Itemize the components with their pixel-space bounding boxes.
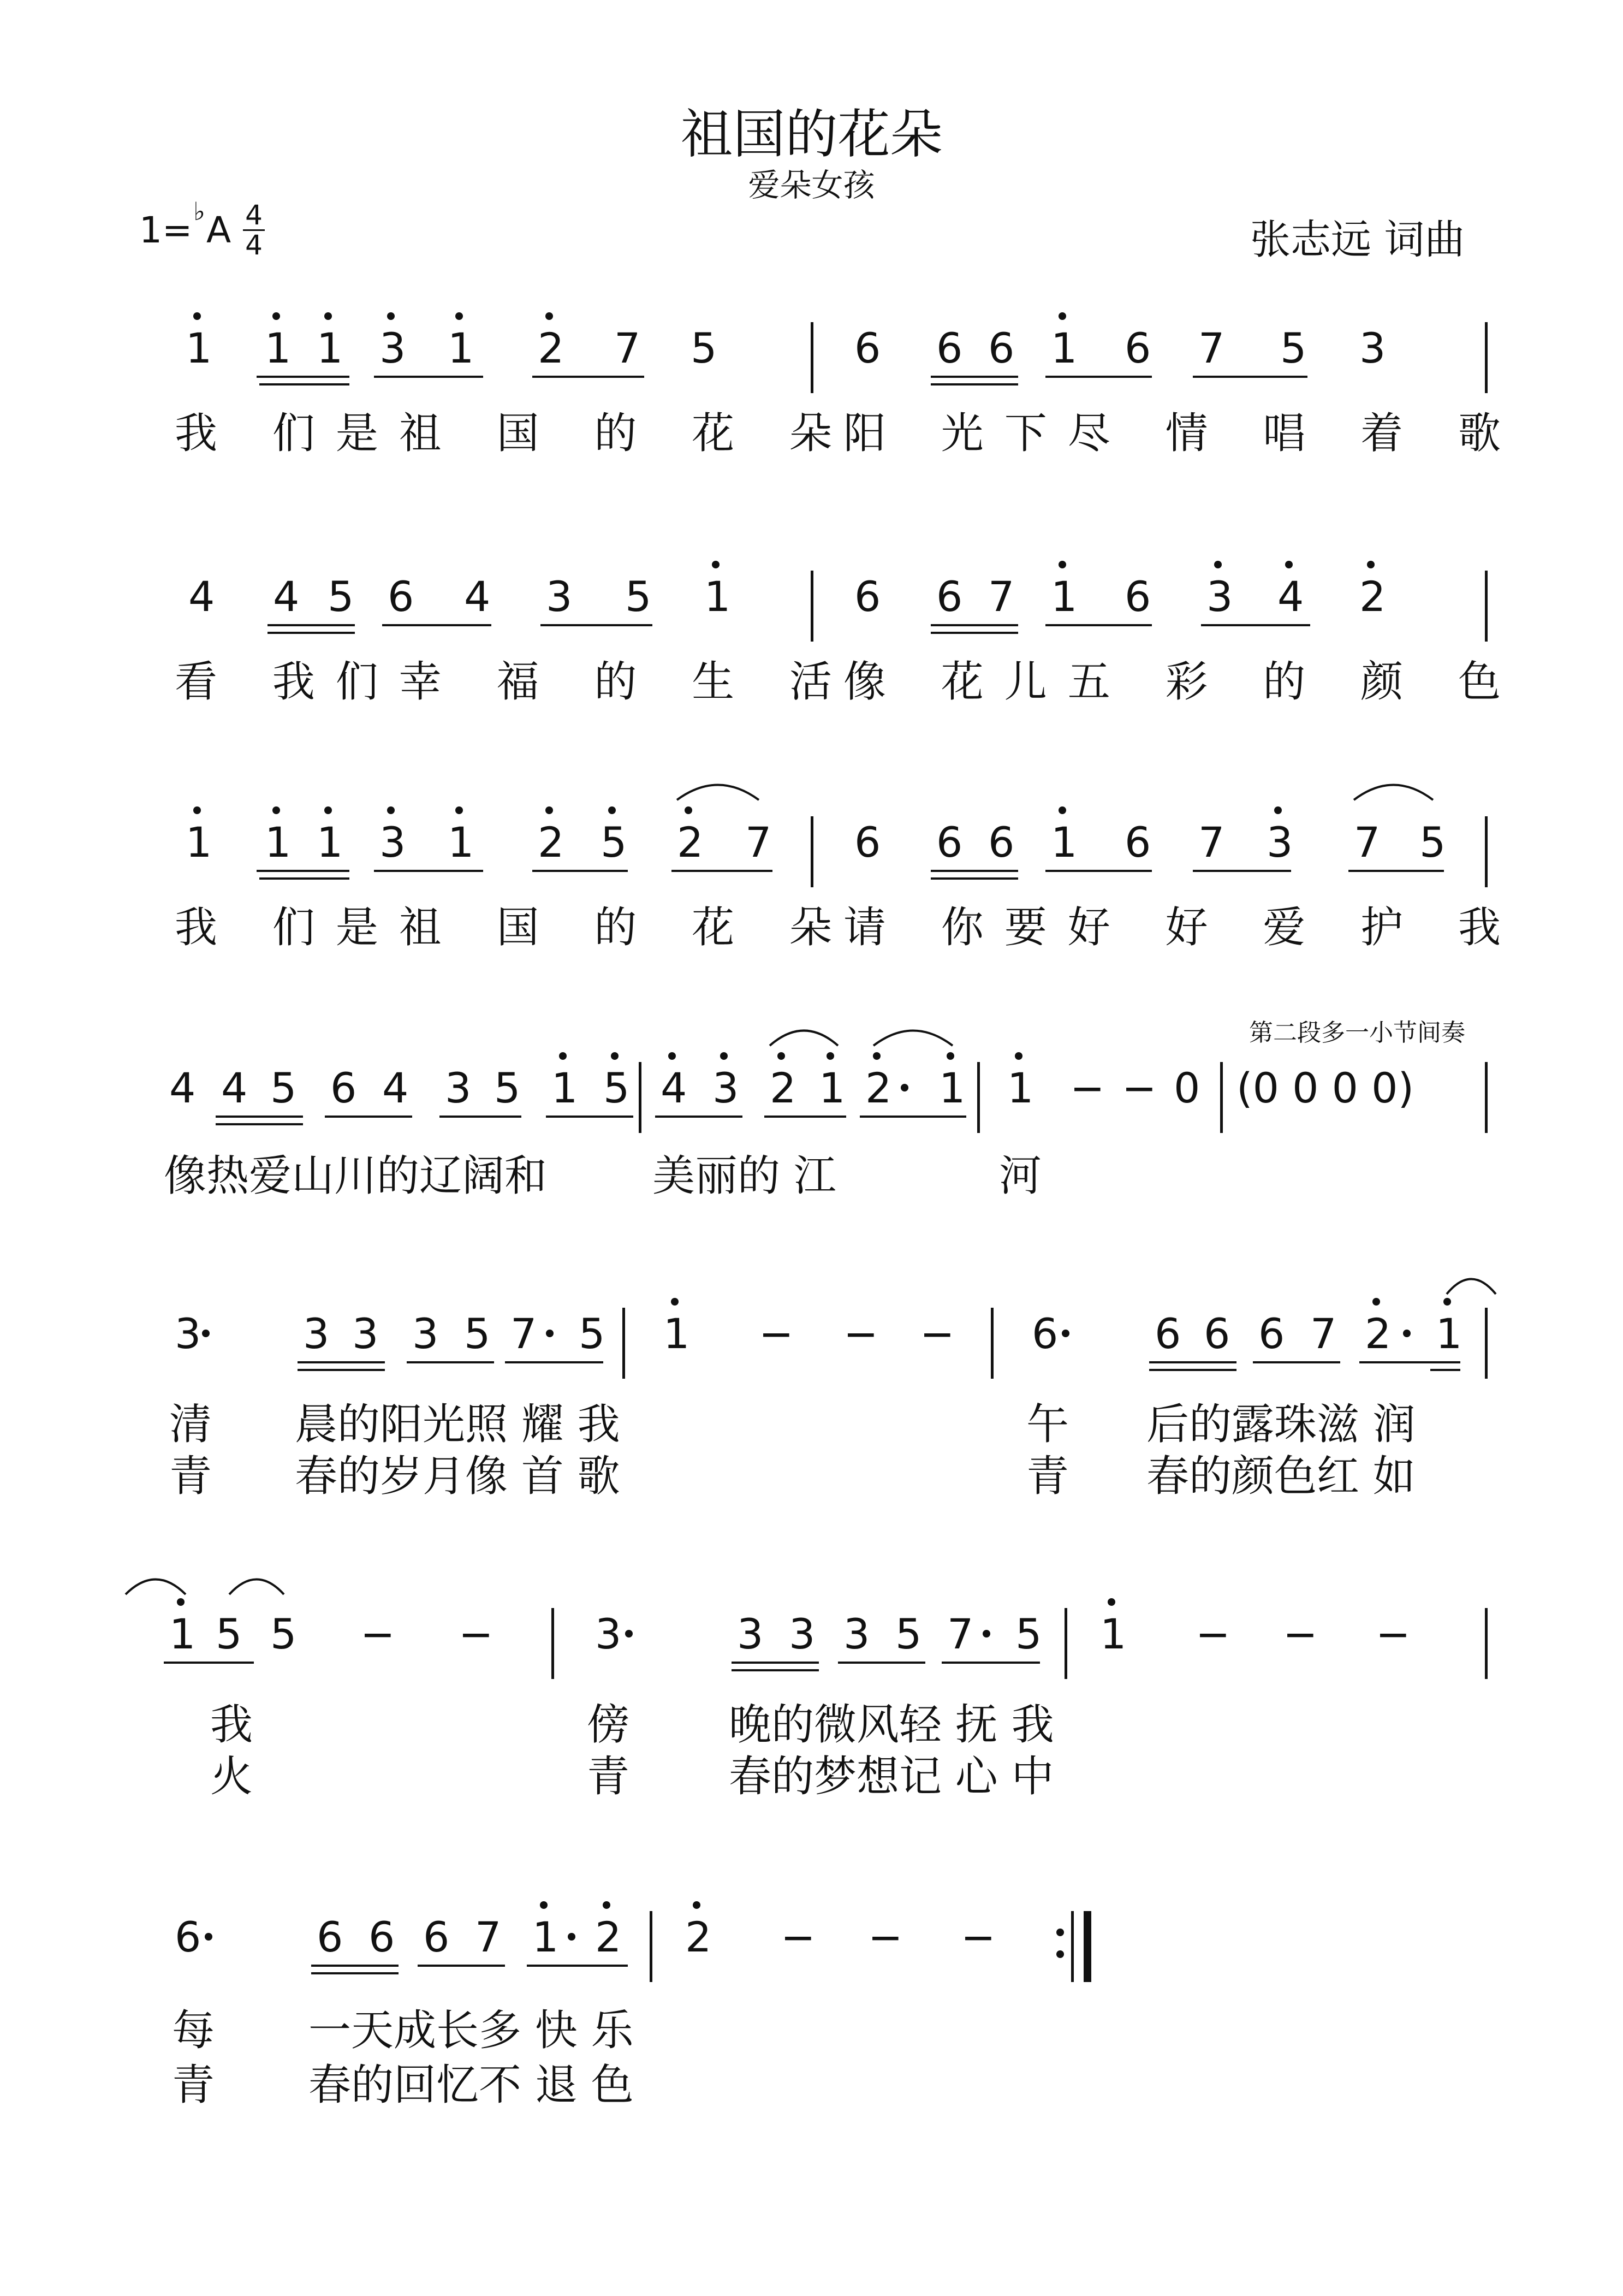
- high-octave-dot: [540, 1901, 548, 1909]
- note: 2: [1365, 1309, 1392, 1358]
- lyric-v1: 午: [1026, 1400, 1069, 1449]
- interlude-annotation: 第二段多一小节间奏: [1249, 1019, 1465, 1047]
- note: 5: [895, 1610, 922, 1658]
- lyric-v1: 晨的阳光照 耀 我: [295, 1400, 620, 1449]
- note: 6: [1125, 818, 1151, 867]
- note: 6: [936, 818, 963, 867]
- note: 7: [1198, 324, 1225, 372]
- rest-group: (0 0 0 0): [1236, 1064, 1414, 1112]
- repeat-dot: [1056, 1950, 1064, 1958]
- note: 6: [423, 1913, 450, 1961]
- note: 4: [273, 572, 300, 621]
- note: 5: [625, 572, 652, 621]
- underline-beam: [527, 1965, 628, 1967]
- note: 6: [854, 324, 881, 372]
- lyric-line-1a: 我 们是祖 国 的 花 朵: [175, 409, 853, 458]
- note: 7: [1354, 818, 1381, 867]
- lyric-v2: 青: [172, 2061, 215, 2110]
- high-octave-dot: [1108, 1598, 1115, 1606]
- note: 5: [601, 818, 627, 867]
- dash: −: [1196, 1610, 1230, 1658]
- dash: −: [759, 1309, 794, 1358]
- note: 3: [379, 324, 406, 372]
- note: 7: [475, 1913, 502, 1961]
- note: 4: [221, 1064, 248, 1112]
- note: 5: [1419, 818, 1446, 867]
- note: 1: [663, 1309, 690, 1358]
- note: 1: [1051, 572, 1078, 621]
- underline-beam: [311, 1965, 399, 1967]
- high-octave-dot: [693, 1901, 700, 1909]
- note: 4: [661, 1064, 687, 1112]
- underline-beam: [311, 1972, 399, 1974]
- note: 5: [216, 1610, 242, 1658]
- note: 1: [532, 1913, 559, 1961]
- lyric-v1: 后的露珠滋 润: [1146, 1400, 1416, 1449]
- lyric-v1: 清: [169, 1400, 212, 1449]
- dash: −: [781, 1913, 816, 1961]
- note: 6: [388, 572, 414, 621]
- note: 2: [677, 818, 704, 867]
- lyric-v1: 傍: [587, 1700, 630, 1749]
- augmentation-dot: [625, 1630, 633, 1638]
- augmentation-dot: [205, 1933, 212, 1941]
- note: 3: [789, 1610, 816, 1658]
- barline: [1071, 1911, 1074, 1982]
- note: 7: [745, 818, 772, 867]
- note: 1: [1007, 1064, 1034, 1112]
- note: 3: [1359, 324, 1386, 372]
- note: 1: [819, 1064, 846, 1112]
- underline-beam: [732, 1669, 819, 1671]
- dash: −: [868, 1913, 903, 1961]
- note: 5: [494, 1064, 521, 1112]
- underline-beam: [838, 1662, 925, 1664]
- lyric-v2: 春的岁月像 首 歌: [295, 1452, 620, 1501]
- note: 1: [448, 324, 474, 372]
- note: 3: [843, 1610, 870, 1658]
- underline-beam: [418, 1965, 505, 1967]
- note: 1: [186, 818, 212, 867]
- note: 7: [1310, 1309, 1337, 1358]
- note: 2: [538, 818, 564, 867]
- note: 5: [603, 1064, 630, 1112]
- note: 1: [1051, 324, 1078, 372]
- note: 3: [175, 1309, 201, 1358]
- note: 6: [988, 324, 1015, 372]
- note: 6: [936, 324, 963, 372]
- note: 3: [1267, 818, 1293, 867]
- lyric-v2: 青: [587, 1752, 630, 1801]
- note: 1: [939, 1064, 966, 1112]
- song-subtitle: 爱朵女孩: [748, 167, 875, 204]
- key-prefix: 1=: [139, 209, 193, 251]
- lyric-v1: 我: [210, 1700, 253, 1749]
- note: 5: [328, 572, 354, 621]
- note: 1: [265, 818, 292, 867]
- note: 3: [412, 1309, 439, 1358]
- note: 7: [947, 1610, 974, 1658]
- note: 4: [169, 1064, 196, 1112]
- time-signature-top: 4: [245, 199, 263, 231]
- note: 6: [1155, 1309, 1181, 1358]
- note: 6: [1258, 1309, 1285, 1358]
- repeat-dot: [1056, 1929, 1064, 1936]
- lyric-line-2a: 看 我们幸 福 的 生 活: [175, 657, 853, 707]
- note: 7: [614, 324, 641, 372]
- note: 2: [1359, 572, 1386, 621]
- note: 6: [317, 1913, 343, 1961]
- lyric-v1: 一天成长多 快 乐: [308, 2006, 634, 2055]
- dash: −: [360, 1610, 395, 1658]
- augmentation-dot: [983, 1630, 990, 1638]
- augmentation-dot: [568, 1933, 575, 1941]
- note: 7: [988, 572, 1015, 621]
- note: 2: [865, 1064, 892, 1112]
- note: 3: [712, 1064, 739, 1112]
- note: 4: [1277, 572, 1304, 621]
- key-note: A: [206, 209, 231, 251]
- lyric-line-4b: 美丽的 江: [652, 1152, 836, 1201]
- note: 1: [448, 818, 474, 867]
- underline-beam: [732, 1662, 819, 1664]
- note: 2: [770, 1064, 796, 1112]
- note: 6: [1032, 1309, 1059, 1358]
- note: 1: [265, 324, 292, 372]
- note: 3: [595, 1610, 622, 1658]
- lyric-v1: 晚的微风轻 抚 我: [729, 1700, 1054, 1749]
- note: 3: [352, 1309, 379, 1358]
- note: 4: [188, 572, 215, 621]
- note: 1: [1436, 1309, 1463, 1358]
- note: 7: [510, 1309, 537, 1358]
- time-signature-bottom: 4: [245, 229, 263, 261]
- note: 3: [737, 1610, 764, 1658]
- note: 1: [169, 1610, 196, 1658]
- song-title: 祖国的花朵: [680, 104, 943, 165]
- dash: −: [1376, 1610, 1411, 1658]
- lyric-line-2b: 像 花儿五 彩 的 颜 色: [843, 657, 1521, 707]
- note: 3: [1206, 572, 1233, 621]
- dash: −: [961, 1913, 996, 1961]
- dash: −: [1070, 1064, 1105, 1112]
- high-octave-dot: [603, 1901, 610, 1909]
- underline-beam: [1010, 1662, 1040, 1664]
- barline: [1065, 1608, 1067, 1679]
- note: 3: [379, 818, 406, 867]
- note: 2: [685, 1913, 712, 1961]
- note: 6: [854, 818, 881, 867]
- note: 6: [175, 1913, 201, 1961]
- lyric-v2: 春的回忆不 退 色: [308, 2061, 634, 2110]
- note: 5: [691, 324, 717, 372]
- note: 5: [1280, 324, 1307, 372]
- note: 3: [445, 1064, 472, 1112]
- note: 2: [595, 1913, 622, 1961]
- barline: [551, 1608, 554, 1679]
- note: 6: [330, 1064, 357, 1112]
- note: 6: [854, 572, 881, 621]
- dash: −: [843, 1309, 878, 1358]
- barline: [650, 1911, 652, 1982]
- note: 1: [317, 818, 343, 867]
- lyric-v2: 青: [169, 1452, 212, 1501]
- note: 1: [317, 324, 343, 372]
- lyric-v2: 春的颜色红 如: [1146, 1452, 1416, 1501]
- barline: [1485, 1608, 1488, 1679]
- note: 3: [546, 572, 573, 621]
- final-barline: [1084, 1911, 1091, 1982]
- note: 6: [936, 572, 963, 621]
- note: 0: [1174, 1064, 1200, 1112]
- note: 1: [704, 572, 731, 621]
- lyric-line-4c: 河: [999, 1152, 1042, 1201]
- lyric-v2: 春的梦想记 心 中: [729, 1752, 1054, 1801]
- note: 6: [368, 1913, 395, 1961]
- note: 5: [579, 1309, 605, 1358]
- note: 6: [988, 818, 1015, 867]
- lyric-line-1b: 阳 光下尽 情 唱 着 歌: [843, 409, 1521, 458]
- dash: −: [1122, 1064, 1157, 1112]
- lyric-line-3a: 我 们是祖 国 的 花 朵: [175, 903, 853, 952]
- dash: −: [920, 1309, 955, 1358]
- dash: −: [1283, 1610, 1318, 1658]
- note: 1: [186, 324, 212, 372]
- lyric-line-4a: 像热爱山川的辽阔和: [164, 1152, 548, 1201]
- note: 1: [551, 1064, 578, 1112]
- flat-symbol: ♭: [193, 197, 205, 226]
- note: 4: [382, 1064, 409, 1112]
- lyric-line-3b: 请 你要好 好 爱 护 我: [843, 903, 1521, 952]
- note: 3: [303, 1309, 330, 1358]
- lyric-v2: 火: [210, 1752, 253, 1801]
- note: 6: [1204, 1309, 1230, 1358]
- note: 5: [270, 1610, 297, 1658]
- dash: −: [459, 1610, 494, 1658]
- lyric-v1: 每: [172, 2006, 215, 2055]
- note: 6: [1125, 324, 1151, 372]
- note: 1: [1051, 818, 1078, 867]
- lyric-v2: 青: [1026, 1452, 1069, 1501]
- note: 5: [464, 1309, 491, 1358]
- note: 6: [1125, 572, 1151, 621]
- author-credit: 张志远 词曲: [1250, 216, 1465, 263]
- note: 2: [538, 324, 564, 372]
- note: 1: [1100, 1610, 1127, 1658]
- note: 5: [270, 1064, 297, 1112]
- note: 7: [1198, 818, 1225, 867]
- note: 5: [1015, 1610, 1042, 1658]
- note: 4: [464, 572, 491, 621]
